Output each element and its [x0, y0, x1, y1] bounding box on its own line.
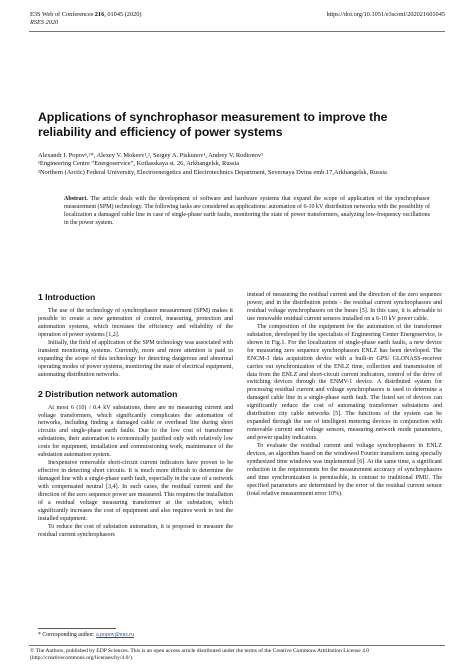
paragraph: The composition of the equipment for the automation of the transformer substation, developed by the specialists of Engineering Center Energoservice, is shown in Fig.1. For the localization of single-phase earth faults, a new device for measuring zero sequence synchrophasors ENLZ has been developed. The ENCM-3 data acquisition device with a built-in GPS/ GLONASS-receiver carries out synchronization of the ENLZ time, collection and transmission of data from the ENLZ and short-circuit current indicators, control of the drive of switching devices through the ENMV-1 device. A distributed system for processing residual current and voltage synchrophasors is used to determine a damaged cable line in a single-phase earth fault. The listed set of devices can significantly reduce the cost of automating transformer substations and distribution city cable networks [5]. The functions of the system can be expanded through the use of intelligent metering devices in conjunction with removable current and voltage sensors, measuring network mode parameters, and power quality indicators.	[247, 323, 442, 442]
license-rule	[29, 645, 445, 646]
author-email-link[interactable]: a.popov@ens.ru	[96, 632, 134, 638]
abstract-label: Abstract.	[64, 196, 88, 202]
right-column	[247, 292, 442, 499]
paper-title: Applications of synchrophasor measurement to improve the reliability and efficiency of power systems	[38, 110, 388, 139]
paragraph: To evaluate the residual current and voltage synchrophasors in ENLZ devices, an algorithm based on the windowed Fourier transform using specially synthesized time windows was implemented [6]. At the same time, a significant reduction in the requirements for the measurement accuracy of synchrophasors and time synchronization is permissible, in contrast to traditional PMU. The specified parameters are determined by the error of the residual current sensor (total relative measurement error 10%).	[247, 443, 442, 497]
paragraph: instead of measuring the residual current and the direction of the zero sequence power, and in the distribution points - the residual current synchrophasors and residual voltage synchrophasors on the buses [5]. In this case, it is advisable to use removable residual current sensors installed on a 6-10 kV power cable.	[247, 292, 442, 322]
left-column	[38, 292, 233, 540]
footnote-rule	[38, 628, 116, 629]
footnote-prefix: * Corresponding author:	[38, 632, 97, 638]
article-number: , 01045 (2020)	[104, 11, 142, 18]
abstract	[64, 196, 430, 228]
section-heading-distribution: 2 Distribution network automation	[38, 388, 178, 399]
header-rule	[29, 31, 445, 32]
paragraph: The use of the technology of synchrophasor measurement (SPM) makes it possible to create a new generation of control, measuring, protection and automation systems, which increases the efficiency and reliability of the operation of power systems [1,2].	[38, 308, 233, 338]
section-heading-introduction: 1 Introduction	[38, 292, 96, 302]
license-notice: © The Authors, published by EDP Sciences. This is an open access article distributed under the terms of the Creative Commons Attribution License 4.0 (http://creativecommons.org/licenses/by/4.0/).	[30, 648, 370, 661]
journal-name: E3S Web of Conferences	[30, 11, 94, 18]
affiliation-1: ¹Engineering Centre “Energoservice”, Kotlasskaya st. 26, Arkhangelsk, Russia	[38, 160, 240, 168]
conference-name: RSES 2020	[30, 19, 59, 26]
paragraph: At most 6 (10) / 0.4 kV substations, there are no measuring current and voltage transformers, which significantly complicates the automation of networks, including finding a damaged cable or overhead line during short circuits and single-phase earth faults. Due to the low cost of transformer substations, their automation is economically justified only with relatively low costs for equipment, installation and commissioning work, maintenance of the substation automation system.	[38, 404, 233, 459]
footnote	[38, 632, 134, 639]
abstract-text: The article deals with the development of software and hardware systems that expand the scope of application of the synchrophasor measurement (SPM) technology. The following tasks are considered as applications: automation of 6-10 kV distribution networks with the possibility of localization a damaged cable line in case of single-phase earth faults, monitoring the state of power transformers, analyzing low-frequency oscillations in the power system.	[64, 196, 430, 226]
paragraph: Inexpensive removable short-circuit current indicators have proven to be effective in detecting short circuits. It is much more difficult to determine the damaged line with a single-phase earth fault, especially in the case of a network with compensated neutral [3,4]. In such cases, the residual current and the direction of the zero sequence power are measured. This requires the installation of a residual voltage measuring transformer at the substation, which significantly increases the cost of equipment and also requires work to test the installed equipment.	[38, 460, 233, 522]
paragraph: To reduce the cost of substation automation, it is proposed to measure the residual current synchrophasors	[38, 523, 233, 538]
paragraph: Initially, the field of application of the SPM technology was associated with transient monitoring systems. Currently, more and more attention is paid to expanding the scope of this technology for detecting dangerous and abnormal operating modes of power systems, monitoring the state of electrical equipment, automating distribution networks.	[38, 339, 233, 378]
running-header-left	[30, 11, 142, 27]
doi-link[interactable]: https://doi.org/10.1051/e3sconf/202021601045	[326, 11, 445, 18]
journal-volume: 216	[94, 11, 105, 18]
author-block	[38, 152, 444, 177]
author-list: Alexandr I. Popov¹,²*, Alexey V. Mokeev¹,², Sergey A. Piskunov¹, Andrey V. Rodionov¹	[38, 152, 263, 159]
affiliation-2: ²Northern (Arctic) Federal University, Electroenergetics and Electrotechnics Department, Severnaya Dvina emb.17,Arkhangelsk, Russia	[38, 168, 387, 176]
